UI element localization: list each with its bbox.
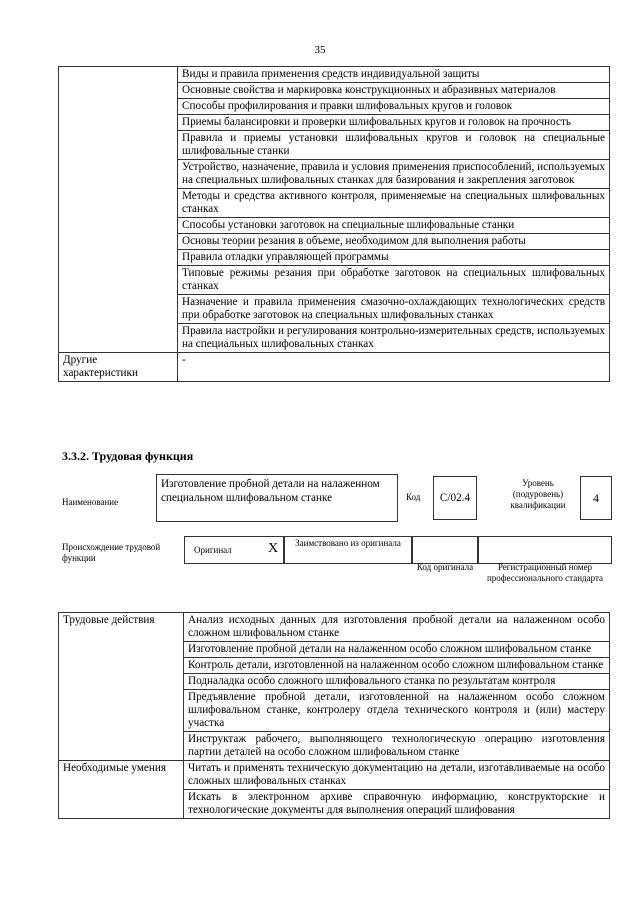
- knowledge-item: Способы профилирования и правки шлифовальных кругов и головок: [178, 99, 610, 115]
- reg-number-cell: [478, 536, 612, 564]
- labor-actions-label: Трудовые действия: [59, 613, 184, 761]
- labor-action-item: Предъявление пробной детали, изготовленной на налаженном особо сложном шлифовальном станке, контролеру отдела технического контроля и (или) мастеру участка: [184, 690, 610, 732]
- table-row: [59, 613, 610, 642]
- knowledge-item: Устройство, назначение, правила и условия применения приспособлений, используемых на специальных шлифовальных станках для базирования и закрепления заготовок: [178, 160, 610, 189]
- qualification-level-value: 4: [580, 476, 612, 520]
- knowledge-item: Правила отладки управляющей программы: [178, 250, 610, 266]
- labor-actions-table: [58, 612, 610, 819]
- section-heading: 3.3.2. Трудовая функция: [62, 449, 194, 463]
- knowledge-table: [58, 66, 610, 382]
- knowledge-item: Назначение и правила применения смазочно-охлаждающих технологических средств при обработке заготовок на специальных шлифовальных станках: [178, 295, 610, 324]
- knowledge-item: Основные свойства и маркировка конструкционных и абразивных материалов: [178, 83, 610, 99]
- table-row: [59, 761, 610, 790]
- labor-action-item: Контроль детали, изготовленной на налаженном особо сложном шлифовальном станке: [184, 658, 610, 674]
- name-label: Наименование: [62, 497, 119, 507]
- knowledge-item: Виды и правила применения средств индивидуальной защиты: [178, 67, 610, 83]
- reg-number-label: Регистрационный номер профессионального стандарта: [486, 562, 604, 583]
- table-row: [59, 67, 610, 83]
- origin-label: Происхождение трудовой функции: [62, 542, 161, 563]
- function-name-box: Изготовление пробной детали на налаженном специальном шлифовальном станке: [156, 474, 398, 522]
- labor-action-item: Изготовление пробной детали на налаженном особо сложном шлифовальном станке: [184, 642, 610, 658]
- code-label: Код: [406, 492, 421, 502]
- other-characteristics-label: Другие характеристики: [59, 353, 178, 382]
- knowledge-item: Правила настройки и регулирования контрольно-измерительных средств, используемых на специальных шлифовальных станках: [178, 324, 610, 353]
- code-value-box: C/02.4: [433, 476, 477, 520]
- knowledge-item: Методы и средства активного контроля, применяемые на специальных шлифовальных станках: [178, 189, 610, 218]
- knowledge-item: Способы установки заготовок на специальные шлифовальные станки: [178, 218, 610, 234]
- qualification-level-label: Уровень (подуровень) квалификации: [510, 478, 566, 510]
- original-mark: X: [268, 541, 279, 556]
- knowledge-item: Правила и приемы установки шлифовальных кругов и головок на специальные шлифовальные станки: [178, 131, 610, 160]
- knowledge-item: Приемы балансировки и проверки шлифовальных кругов и головок на прочность: [178, 115, 610, 131]
- knowledge-label-cell: [59, 67, 178, 353]
- required-skill-item: Читать и применять техническую документацию на детали, изготавливаемые на особо сложных шлифовальных станках: [184, 761, 610, 790]
- code-original-cell: [412, 536, 478, 564]
- code-original-label: Код оригинала: [416, 562, 474, 572]
- required-skill-item: Искать в электронном архиве справочную информацию, конструкторские и технологические документы для выполнения операций шлифования: [184, 790, 610, 819]
- labor-action-item: Анализ исходных данных для изготовления пробной детали на налаженном особо сложном шлифовальном станке: [184, 613, 610, 642]
- original-label: Оригинал: [194, 545, 232, 555]
- other-characteristics-value: -: [178, 353, 610, 382]
- table-row: [59, 353, 610, 382]
- required-skills-label: Необходимые умения: [59, 761, 184, 819]
- page-number: 35: [314, 44, 326, 56]
- borrowed-label: Заимствовано из оригинала: [295, 538, 401, 548]
- knowledge-item: Основы теории резания в объеме, необходимом для выполнения работы: [178, 234, 610, 250]
- labor-action-item: Инструктаж рабочего, выполняющего технологическую операцию изготовления партии деталей на особо сложном шлифовальном станке: [184, 732, 610, 761]
- labor-action-item: Подналадка особо сложного шлифовального станка по результатам контроля: [184, 674, 610, 690]
- knowledge-item: Типовые режимы резания при обработке заготовок на специальных шлифовальных станках: [178, 266, 610, 295]
